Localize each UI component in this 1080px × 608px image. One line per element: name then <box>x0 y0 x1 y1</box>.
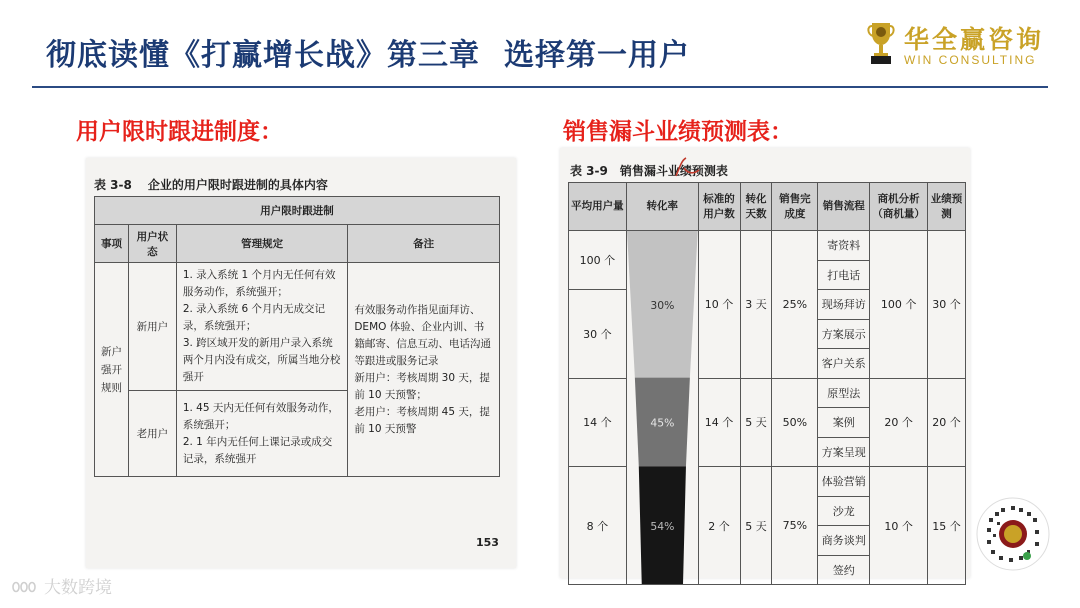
column-header: 标准的用户数 <box>698 183 740 231</box>
column-header: 管理规定 <box>176 225 348 263</box>
sales-step-cell: 打电话 <box>818 260 870 290</box>
avg-users-cell: 8 个 <box>569 467 627 585</box>
column-header: 销售完成度 <box>772 183 818 231</box>
sales-step-cell: 原型法 <box>818 378 870 408</box>
table-caption <box>570 162 728 179</box>
company-logo <box>866 20 1046 70</box>
remark-line: 老用户：考核周期 45 天，提前 10 天预警 <box>354 405 490 435</box>
remark-line: 新用户：考核周期 30 天，提前 10 天预警； <box>354 371 490 401</box>
standard-users-cell: 14 个 <box>698 378 740 467</box>
funnel-rate-label: 54% <box>650 520 675 534</box>
column-header: 事项 <box>95 225 129 263</box>
caption-number: 表 3-8 <box>94 178 132 192</box>
rule-cell <box>176 391 348 477</box>
forecast-cell: 15 个 <box>928 467 966 585</box>
pen-mark-icon <box>672 154 702 180</box>
rule-line: 1. 45 天内无任何有效服务动作，系统强开； <box>182 401 339 431</box>
column-header: 平均用户量 <box>569 183 627 231</box>
column-header: 转化天数 <box>740 183 772 231</box>
caption-number: 表 3-9 <box>570 164 608 178</box>
right-section-heading: 销售漏斗业绩预测表： <box>563 119 793 145</box>
rule-line: 2. 录入系统 6 个月内无成交记录，系统强开； <box>182 303 326 332</box>
sales-step-cell: 方案呈现 <box>818 437 870 467</box>
rule-cell <box>176 263 348 391</box>
trophy-icon <box>866 20 896 66</box>
remark-line: 有效服务动作指见面拜访、DEMO 体验、企业内训、书籍邮寄、信息互动、电话沟通等跟进或服务记录 <box>354 303 491 367</box>
slide-title <box>46 30 690 74</box>
logo-chinese-name: 华全赢咨询 <box>904 25 1045 54</box>
sales-step-cell: 体验营销 <box>818 467 870 497</box>
opportunity-cell: 20 个 <box>870 378 928 467</box>
table-row <box>569 231 966 261</box>
sales-step-cell: 商务谈判 <box>818 526 870 556</box>
watermark-text: 大数跨境 <box>44 578 112 598</box>
forecast-cell: 30 个 <box>928 231 966 379</box>
opportunity-cell: 10 个 <box>870 467 928 585</box>
rule-line: 2. 1 年内无任何上课记录或成交记录，系统强开 <box>182 435 333 465</box>
conversion-funnel <box>626 231 698 585</box>
logo-english-name: WIN CONSULTING <box>904 53 1037 67</box>
column-header: 商机分析（商机量） <box>870 183 928 231</box>
avg-users-cell: 100 个 <box>569 231 627 290</box>
funnel-rate-label: 45% <box>650 416 675 430</box>
forecast-cell: 20 个 <box>928 378 966 467</box>
avg-users-cell: 14 个 <box>569 378 627 467</box>
column-header: 备注 <box>348 225 500 263</box>
standard-users-cell: 2 个 <box>698 467 740 585</box>
column-header: 销售流程 <box>818 183 870 231</box>
sales-step-cell: 沙龙 <box>818 496 870 526</box>
rule-line: 1. 录入系统 1 个月内无任何有效服务动作，系统强开； <box>182 269 336 298</box>
left-section-heading: 用户限时跟进制度： <box>76 119 283 145</box>
sales-step-cell: 案例 <box>818 408 870 438</box>
completion-cell: 25% <box>772 231 818 379</box>
remark-cell <box>348 263 500 477</box>
caption-text: 销售漏斗业绩预测表 <box>619 164 728 178</box>
avg-users-cell: 30 个 <box>569 290 627 379</box>
conversion-days-cell: 5 天 <box>740 467 772 585</box>
standard-users-cell: 10 个 <box>698 231 740 379</box>
rule-line: 3. 跨区域开发的新用户录入系统两个月内没有成交，所属当地分校强开 <box>182 337 341 383</box>
conversion-days-cell: 5 天 <box>740 378 772 467</box>
sales-step-cell: 现场拜访 <box>818 290 870 320</box>
user-status-cell: 新用户 <box>128 263 176 391</box>
table-caption <box>94 176 328 193</box>
item-cell: 新户强开规则 <box>95 263 129 477</box>
table-title: 用户限时跟进制 <box>95 197 500 225</box>
sales-step-cell: 签约 <box>818 555 870 585</box>
follow-up-policy-table <box>94 196 500 477</box>
completion-cell: 50% <box>772 378 818 467</box>
page-number: 153 <box>476 536 499 549</box>
watermark-logo-icon <box>10 578 40 596</box>
opportunity-cell: 100 个 <box>870 231 928 379</box>
sales-step-cell: 客户关系 <box>818 349 870 379</box>
column-header: 用户状态 <box>128 225 176 263</box>
sales-step-cell: 方案展示 <box>818 319 870 349</box>
header-divider <box>32 86 1048 88</box>
sales-step-cell: 寄资料 <box>818 231 870 261</box>
funnel-graphic <box>627 231 698 584</box>
table-3-9-photo <box>560 148 970 578</box>
qr-code-icon <box>975 496 1051 572</box>
chapter-topic: 选择第一用户 <box>504 38 690 73</box>
conversion-days-cell: 3 天 <box>740 231 772 379</box>
table-3-8-photo <box>86 158 516 568</box>
column-header: 业绩预测 <box>928 183 966 231</box>
column-header: 转化率 <box>626 183 698 231</box>
funnel-rate-label: 30% <box>650 298 675 312</box>
caption-text: 企业的用户限时跟进制的具体内容 <box>147 178 328 192</box>
sales-funnel-table <box>568 182 966 585</box>
user-status-cell: 老用户 <box>128 391 176 477</box>
slide-title-text: 彻底读懂《打赢增长战》第三章 <box>46 38 480 73</box>
completion-cell: 75% <box>772 467 818 585</box>
watermark <box>10 573 112 598</box>
